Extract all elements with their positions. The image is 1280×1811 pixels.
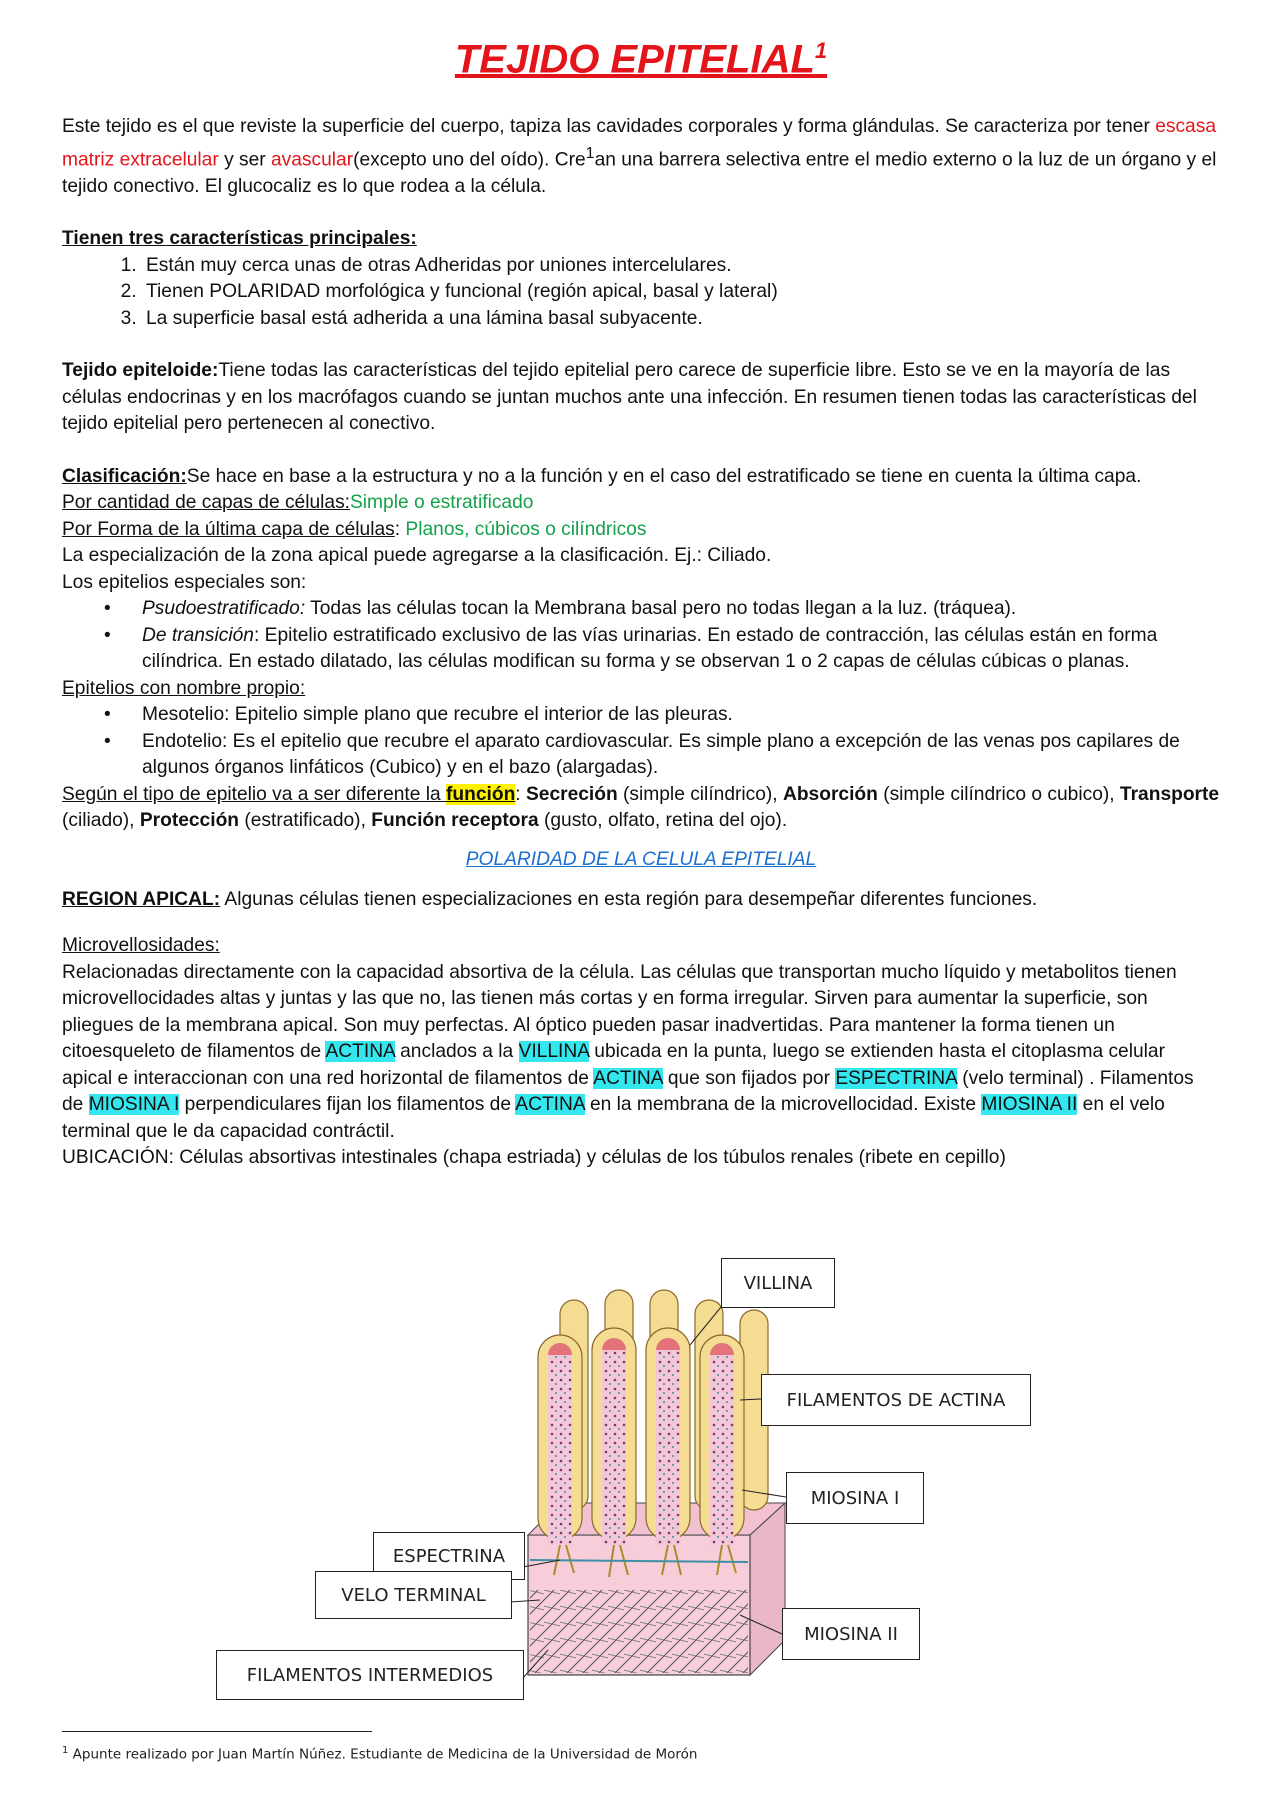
block-side-face (750, 1503, 785, 1675)
footnote: $^1$ Apunte realizado por Juan Martín Núñez. Estudiante de Medicina de la Universidad de Morón (62, 1745, 698, 1763)
caracteristicas-list (62, 253, 1220, 333)
terminal-web-line (530, 1560, 748, 1562)
microvilli-front-row (538, 1328, 744, 1545)
page-title: TEJIDO EPITELIAL$^1$ (454, 37, 828, 82)
highlight-funcion: función (446, 783, 516, 805)
highlight-avascular: avascular (271, 149, 354, 171)
micro-heading: Microvellosidades: (62, 935, 220, 957)
clasificacion-forma: Por Forma de la última capa de células: Planos, cúbicos o cilíndricos (62, 518, 647, 540)
label-espectrina: ESPECTRINA (373, 1532, 525, 1580)
especializacion-line: La especialización de la zona apical puede agregarse a la clasificación. Ej.: Ciliado. (62, 545, 772, 567)
funcion-paragraph: Según el tipo de epitelio va a ser diferente la función: Secreción (simple cilíndrico), Absorción (simple cilíndrico o cubico), Transporte (ciliado), Protección (estratificado), Función receptora (gusto, olfato, retina del ojo). (62, 783, 1220, 832)
list-item: • Psudoestratificado: Todas las células tocan la Membrana basal pero no todas llegan a la luz. (tráquea). (142, 596, 1220, 623)
block-top-face (528, 1503, 785, 1535)
label-villina: VILLINA (721, 1258, 835, 1308)
terminal-web-roots (554, 1545, 736, 1577)
footnote-separator (62, 1731, 372, 1732)
cell-block-front (528, 1535, 750, 1675)
footnote-ref[interactable]: 1 (585, 144, 595, 162)
list-item: • Endotelio: Es el epitelio que recubre el aparato cardiovascular. Es simple plano a excepción de las venas pos capilares de algunos órganos linfáticos (Cubico) y en el bazo (alargadas). (142, 729, 1220, 782)
document-page (62, 22, 1220, 1172)
polaridad-heading[interactable]: POLARIDAD DE LA CELULA EPITELIAL (465, 848, 817, 870)
list-item: • Mesotelio: Epitelio simple plano que recubre el interior de las pleuras. (142, 702, 1220, 729)
propio-list (62, 702, 1220, 782)
micro-paragraph: Relacionadas directamente con la capacidad absortiva de la célula. Las células que transportan mucho líquido y metabolitos tienen microvellocidades altas y juntas y las que no, las tienen más cortas y en forma irregular. Sirven para aumentar la superficie, son pliegues de la membrana apical. Son muy perfectas. Al óptico pueden pasar inadvertidas. Para mantener la forma tienen un citoesqueleto de filamentos de ACTINA anclados a la VILLINA ubicada en la punta, luego se extienden hasta el citoplasma celular apical e interaccionan con una red horizontal de filamentos de ACTINA que son fijados por ESPECTRINA (velo terminal) . Filamentos de MIOSINA I perpendiculares fijan los filamentos de ACTINA en la membrana de la microvellocidad. Existe MIOSINA II en el velo terminal que le da capacidad contráctil. (62, 961, 1194, 1142)
epiteloide-paragraph: Tejido epiteloide:Tiene todas las características del tejido epitelial pero carece de superficie libre. Esto se ve en la mayoría de las células endocrinas y en los macrófagos cuando se juntan muchos ante una infección. En resumen tienen todas las características del tejido epitelial pero pertenecen al conectivo. (62, 360, 1197, 435)
label-filamentos-actina: FILAMENTOS DE ACTINA (761, 1374, 1031, 1426)
highlight-matriz: escasa matriz extracelular (62, 116, 1216, 171)
label-filamentos-intermedios: FILAMENTOS INTERMEDIOS (216, 1650, 524, 1700)
label-miosina-i: MIOSINA I (786, 1472, 924, 1524)
apical-paragraph: REGION APICAL: Algunas células tienen especializaciones en esta región para desempeñar diferentes funciones. (62, 888, 1038, 910)
intro-paragraph: Este tejido es el que reviste la superficie del cuerpo, tapiza las cavidades corporales y forma glándulas. Se caracteriza por tener escasa matriz extracelular y ser avascular(excepto uno del oído). Cre$^1$an una barrera selectiva entre el medio externo o la luz de un órgano y el tejido conectivo. El glucocaliz es lo que rodea a la célula. (62, 116, 1217, 197)
list-item: 3. La superficie basal está adherida a una lámina basal subyacente. (142, 306, 1220, 333)
list-item: • De transición: Epitelio estratificado exclusivo de las vías urinarias. En estado de contracción, las células están en forma cilíndrica. En estado dilatado, las células modifican su forma y se observan 1 o 2 capas de células cúbicas o planas. (142, 623, 1220, 676)
especiales-heading: Los epitelios especiales son: (62, 571, 307, 593)
caracteristicas-heading: Tienen tres características principales: (62, 228, 417, 250)
microvilli-back-row (560, 1290, 768, 1510)
intermediate-filament-mesh (530, 1590, 748, 1673)
list-item: 1. Están muy cerca unas de otras Adheridas por uniones intercelulares. (142, 253, 1220, 280)
title-footnote-ref[interactable]: 1 (814, 38, 828, 63)
clasificacion-term: Clasificación: (62, 465, 187, 487)
label-velo-terminal: VELO TERMINAL (315, 1571, 512, 1619)
especiales-list (62, 596, 1220, 676)
list-item: 2. Tienen POLARIDAD morfológica y funcional (región apical, basal y lateral) (142, 279, 1220, 306)
clasificacion-capas: Por cantidad de capas de células:Simple o estratificado (62, 492, 534, 514)
label-miosina-ii: MIOSINA II (782, 1608, 920, 1660)
leader-lines (510, 1307, 786, 1679)
clasificacion-paragraph: Clasificación:Se hace en base a la estructura y no a la función y en el caso del estratificado se tiene en cuenta la última capa. (62, 465, 1142, 487)
apical-term: REGION APICAL: (62, 888, 221, 910)
epiteloide-term: Tejido epiteloide: (62, 360, 219, 382)
ubicacion-line: UBICACIÓN: Células absortivas intestinales (chapa estriada) y células de los túbulos renales (ribete en cepillo) (62, 1147, 1006, 1169)
propio-heading: Epitelios con nombre propio: (62, 677, 306, 699)
